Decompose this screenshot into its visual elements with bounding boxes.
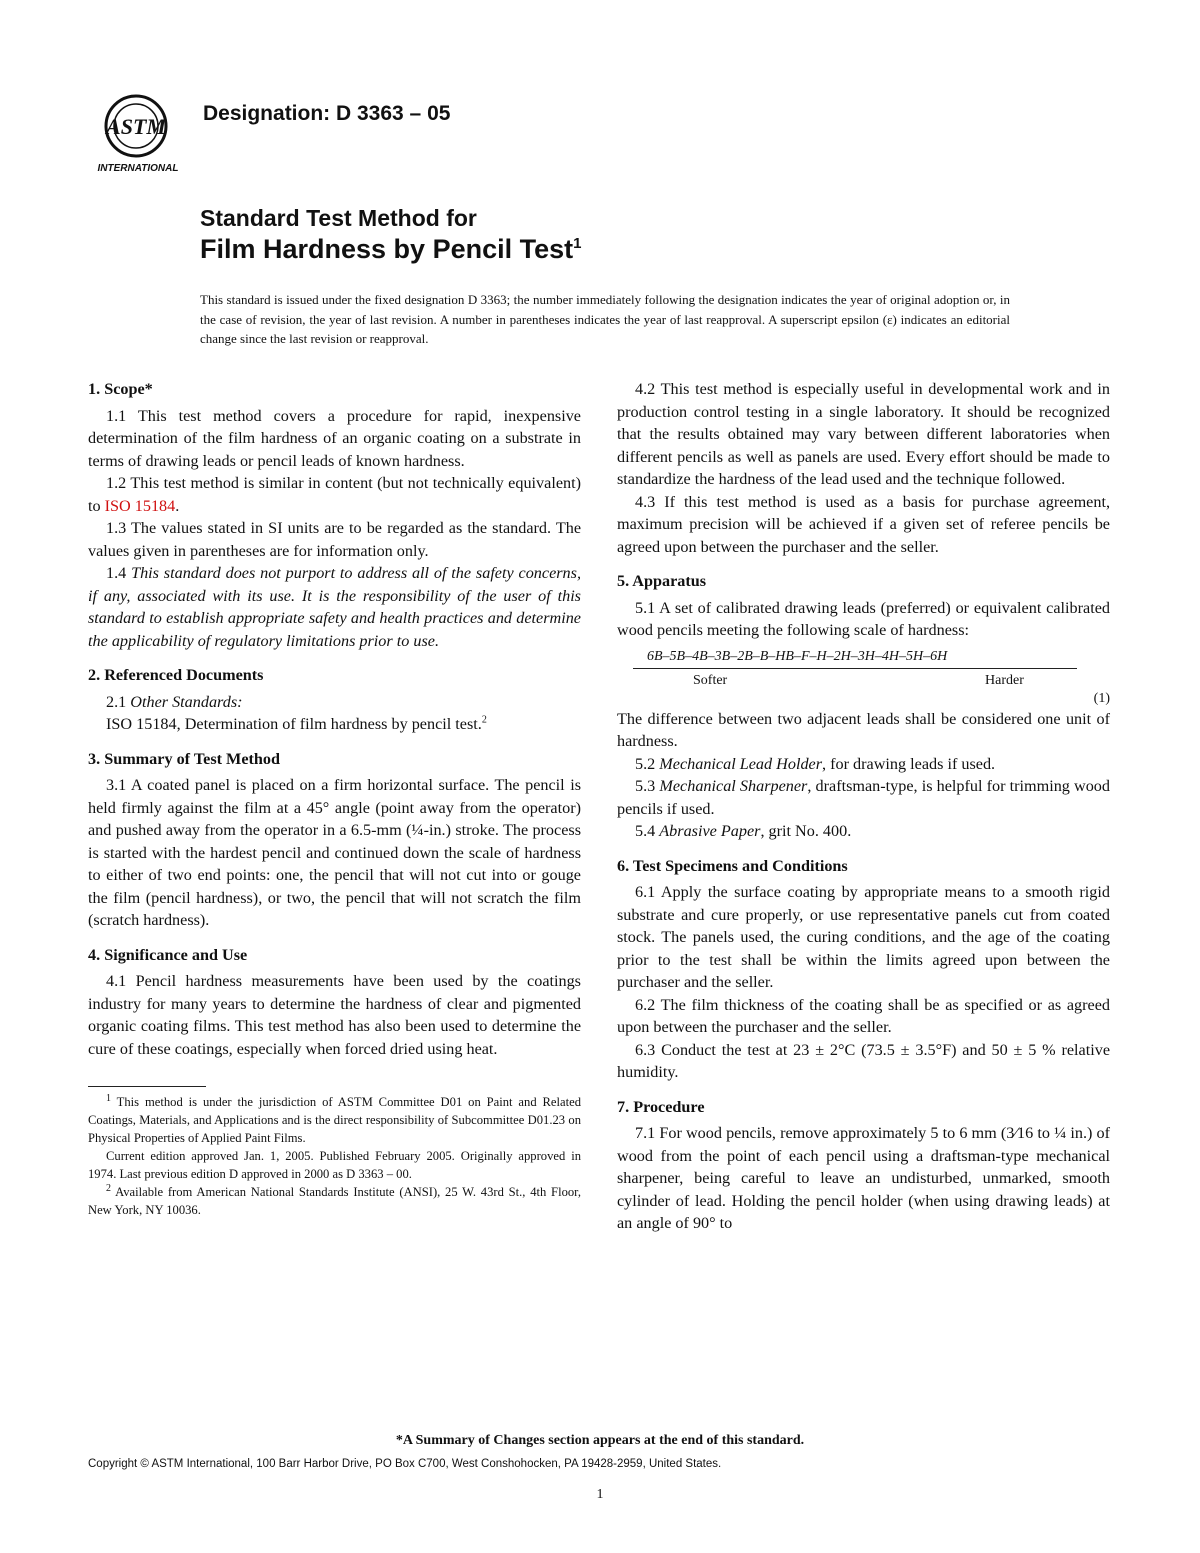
section-4-title: 4. Significance and Use [88,945,248,964]
section-6-title: 6. Test Specimens and Conditions [617,856,848,875]
para-6-2: 6.2 The film thickness of the coating shall be as specified or as agreed upon between the purchaser and the seller. [617,995,1110,1036]
para-1-2-end: . [175,496,180,515]
summary-of-changes-note: *A Summary of Changes section appears at the end of this standard. [395,1433,805,1448]
para-2-1-text: Other Standards: [130,692,243,711]
para-5-2-italic: Mechanical Lead Holder [659,754,823,773]
para-5-3-italic: Mechanical Sharpener [659,777,808,795]
para-4-1: 4.1 Pencil hardness measurements have been used by the coatings industry for many years to determine the hardness of clear and pigmented organic coating films. This test method has also been used to determine the cure of these coatings, especially when forced dried using heat. [88,972,581,1058]
para-5-4-text: , grit No. 400. [760,822,852,840]
title-main: Film Hardness by Pencil Test [200,234,574,264]
para-5-4-italic: Abrasive Paper [659,822,761,840]
para-1-2 [88,472,581,517]
section-3-title: 3. Summary of Test Method [88,749,281,768]
para-4-2: 4.2 This test method is especially useful in developmental work and in production control testing in a single laboratory. It should be recognized that the results obtained may vary between different laboratories when different pencils as well as panels are used. Every effort should be made to standardize the hardness of the lead used and the technique followed. [617,380,1110,488]
footnote-1-text: This method is under the jurisdiction of ASTM Committee D01 on Paint and Related Coatings, Materials, and Applications and is the direct responsibility of Subcommittee D01.23 on Physical Properties of Applied Paint Films. [88,1095,581,1145]
iso-reference [88,713,581,736]
para-5-3 [617,775,1110,820]
right-column [617,378,1110,1235]
scale-rule [633,668,1077,669]
title-line-1: Standard Test Method for [200,205,477,231]
scale-harder-label: Harder [985,672,1024,688]
astm-logo-icon [88,92,188,174]
iso-reference-text: ISO 15184, Determination of film hardness by pencil test. [106,715,482,733]
para-5-3-text: , draftsman-type, is helpful for trimming wood pencils if used. [617,777,1110,818]
footnote-1-edition: Current edition approved Jan. 1, 2005. Published February 2005. Originally approved in 1974. Last previous edition D approved in 2000 as D 3363 – 00. [88,1149,581,1181]
copyright: Copyright © ASTM International, 100 Barr Harbor Drive, PO Box C700, West Conshohocken, PA 19428-2959, United States. [88,1458,722,1470]
para-5-4-num: 5.4 [635,822,660,840]
footnote-2 [88,1183,581,1219]
para-5-2 [617,753,1110,776]
para-5-2-text: , for drawing leads if used. [822,754,996,773]
para-6-3: 6.3 Conduct the test at 23 ± 2°C (73.5 ± 3.5°F) and 50 ± 5 % relative humidity. [617,1040,1110,1081]
para-1-4-text: This standard does not purport to address all of the safety concerns, if any, associated with its use. It is the responsibility of the user of this standard to establish appropriate safety and health practices and determine the applicability of regulatory limitations prior to use. [88,564,581,650]
para-1-3: 1.3 The values stated in SI units are to be regarded as the standard. The values given in parentheses are for information only. [88,519,581,560]
iso-15184-link[interactable]: ISO 15184 [104,496,176,515]
standard-notice: This standard is issued under the fixed designation D 3363; the number immediately following the designation indicates the year of original adoption or, in the case of revision, the year of last revision. A number in parentheses indicates the year of last reapproval. A superscript epsilon (ε) indicates an editorial change since the last revision or reapproval. [200,292,1010,346]
para-3-1: 3.1 A coated panel is placed on a firm horizontal surface. The pencil is held firmly against the film at a 45° angle (point away from the operator) and pushed away from the operator in a 6.5-mm (¼-in.) stroke. The process is started with the hardest pencil and continued down the scale of hardness to either of two end points: one, the pencil that will not cut into or gouge the film (pencil hardness), or two, the pencil that will not scratch the film (scratch hardness). [88,776,581,929]
para-7-1: 7.1 For wood pencils, remove approximately 5 to 6 mm (3⁄16 to ¼ in.) of wood from the point of each pencil using a draftsman-type mechanical sharpener, being careful to leave an undisturbed, unmarked, smooth cylinder of lead. Holding the pencil holder (when using drawing leads) at an angle of 90° to [617,1124,1110,1232]
para-1-4 [88,562,581,652]
para-5-2-num: 5.2 [635,754,660,773]
section-5-title: 5. Apparatus [617,572,707,590]
title-line-2 [200,234,581,265]
para-5-3-num: 5.3 [635,777,660,795]
left-column [88,378,581,1219]
logo-text: ASTM [106,114,166,139]
para-1-1: 1.1 This test method covers a procedure for rapid, inexpensive determination of the film hardness of an organic coating on a substrate in terms of drawing leads or pencil leads of known hardness. [88,406,581,470]
para-5-diff: The difference between two adjacent leads shall be considered one unit of hardness. [617,709,1110,750]
para-4-3: 4.3 If this test method is used as a basis for purchase agreement, maximum precision will be achieved if a given set of referee pencils be agreed upon between the purchaser and the seller. [617,492,1110,556]
footnote-2-mark-bottom: 2 [106,1182,111,1194]
page-number: 1 [596,1487,604,1502]
para-2-1-num: 2.1 [106,692,131,711]
footnote-divider [88,1086,206,1087]
section-2-title: 2. Referenced Documents [88,666,264,684]
footnotes [88,1093,581,1219]
section-7-title: 7. Procedure [617,1097,705,1116]
title-footnote-mark: 1 [573,235,582,252]
footnote-2-mark: 2 [481,714,487,726]
para-5-1: 5.1 A set of calibrated drawing leads (preferred) or equivalent calibrated wood pencils meeting the following scale of hardness: [617,598,1110,639]
scale-softer-label: Softer [693,672,728,688]
astm-logo [88,92,188,174]
para-5-4 [617,820,1110,843]
footnote-1-mark: 1 [106,1092,111,1104]
para-6-1: 6.1 Apply the surface coating by appropriate means to a smooth rigid substrate and cure properly, or use representative panels cut from coated stock. The panels used, the curing conditions, and the age of the coating prior to the test shall be within the limits agreed upon between the purchaser and the seller. [617,883,1110,991]
footnote-1 [88,1093,581,1147]
section-1-title: 1. Scope* [88,380,153,398]
designation: Designation: D 3363 – 05 [203,102,451,125]
hardness-scale-values: 6B–5B–4B–3B–2B–B–HB–F–H–2H–3H–4H–5H–6H [647,648,948,664]
hardness-scale [617,646,1110,706]
para-1-2-text: 1.2 This test method is similar in content (but not technically equivalent) to [88,474,581,515]
logo-subtext: INTERNATIONAL [97,163,179,174]
footnote-2-text: Available from American National Standards Institute (ANSI), 25 W. 43rd St., 4th Floor, New York, NY 10036. [88,1185,581,1217]
equation-number: (1) [1093,690,1110,706]
para-1-4-num: 1.4 [106,564,132,582]
para-2-1 [88,691,581,714]
